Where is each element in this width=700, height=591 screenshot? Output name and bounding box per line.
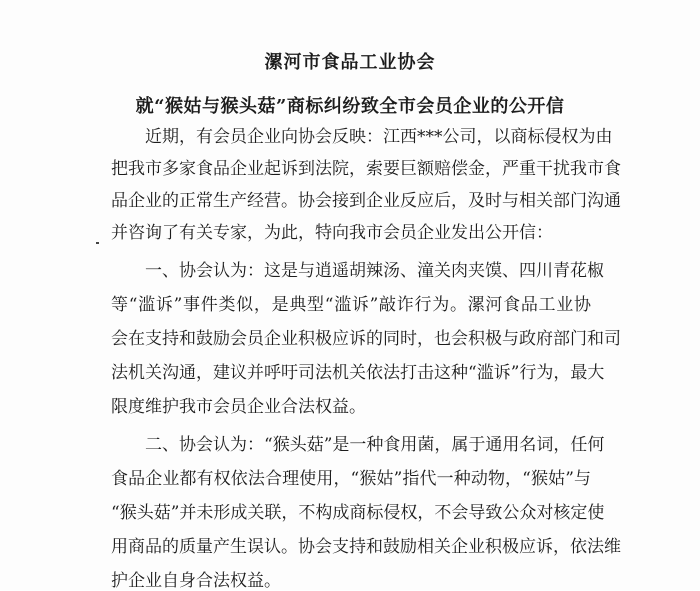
paragraph-line: 会在支持和鼓励会员企业积极应诉的同时，也会积极与政府部门和司 (111, 329, 621, 349)
paragraph-line: 限度维护我市会员企业合法权益。 (111, 397, 366, 417)
letter-title: 就“猴姑与猴头菇”商标纠纷致全市会员企业的公开信 (135, 96, 565, 117)
paragraph-line: 法机关沟通，建议并呼吁司法机关依法打击这种“滥诉”行为，最大 (111, 363, 605, 383)
paragraph-line: “猴头菇”并未形成关联，不构成商标侵权，不会导致公众对核定使 (111, 503, 605, 523)
paragraph-line: 一、协会认为：这是与逍遥胡辣汤、潼关肉夹馍、四川青花椒 (145, 261, 604, 281)
paragraph-line: 用商品的质量产生误认。协会支持和鼓励相关企业积极应诉，依法维 (111, 537, 621, 557)
paragraph-line: 等“滥诉”事件类似，是典型“滥诉”敲诈行为。漯河食品工业协 (111, 295, 591, 315)
paragraph-line: 并咨询了有关专家，为此，特向我市会员企业发出公开信： (111, 223, 553, 243)
paragraph-line: 食品企业都有权依法合理使用，“猴姑”指代一种动物，“猴姑”与 (111, 469, 591, 489)
paragraph-line: 近期，有会员企业向协会反映：江西***公司，以商标侵权为由 (145, 127, 613, 147)
scan-mark (96, 242, 99, 244)
organization-title: 漯河市食品工业协会 (264, 52, 436, 73)
paragraph-line: 护企业自身合法权益。 (111, 571, 281, 591)
paragraph-line: 品企业的正常生产经营。协会接到企业反应后，及时与相关部门沟通 (111, 191, 621, 211)
paragraph-line: 把我市多家食品企业起诉到法院，索要巨额赔偿金，严重干扰我市食 (111, 159, 621, 179)
paragraph-line: 二、协会认为：“猴头菇”是一种食用菌，属于通用名词，任何 (145, 435, 605, 455)
